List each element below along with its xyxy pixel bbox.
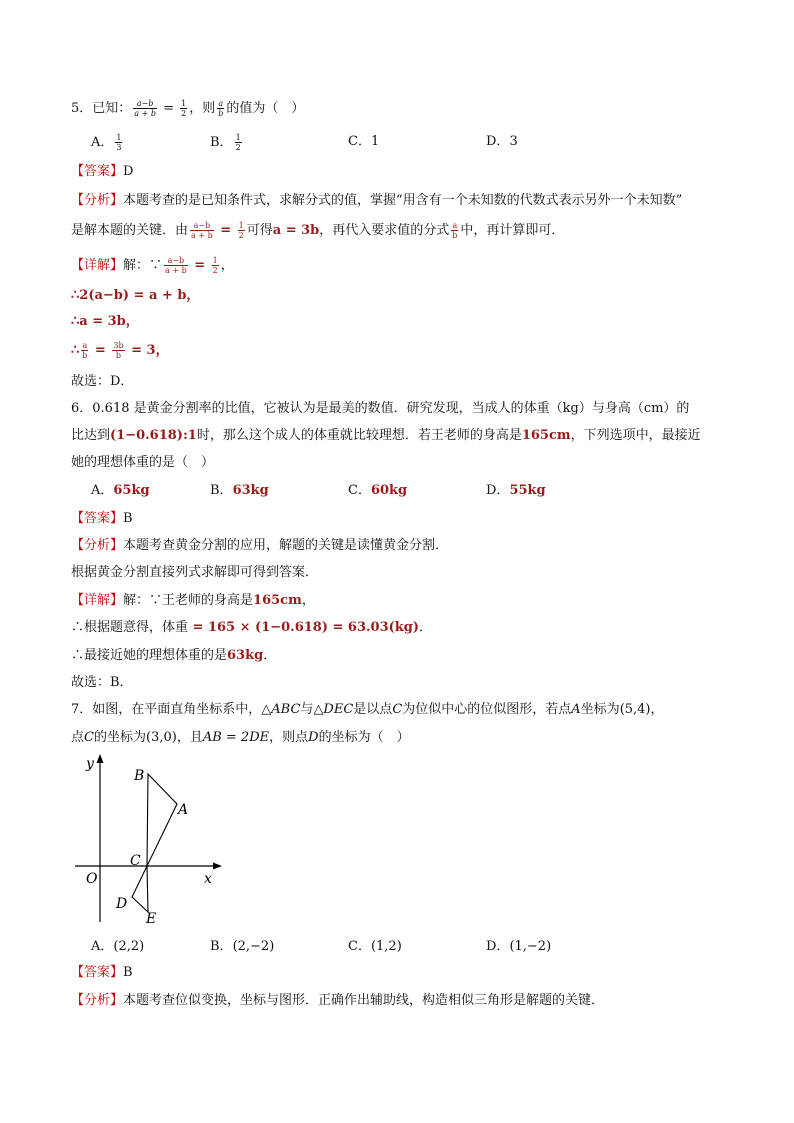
label-origin: O xyxy=(86,871,98,887)
q7-option-a[interactable]: A．(2,2) xyxy=(91,939,145,954)
q7-option-c[interactable]: C．(1,2) xyxy=(348,939,402,954)
q5-step3: ∴ $\frac{a}{b}$ = $\frac{3b}{b}$ = 3， xyxy=(71,341,169,360)
x-axis-arrow xyxy=(213,863,222,870)
q6-option-b[interactable]: B．63kg xyxy=(210,483,269,498)
q6-stem-line2: 比达到(1−0.618):1时，那么这个成人的体重就比较理想．若王老师的身高是165cm，下列选项中，最接近 xyxy=(71,428,701,443)
q6-analysis-line2: 根据黄金分割直接列式求解即可得到答案． xyxy=(71,565,319,580)
label-e: E xyxy=(146,911,157,927)
label-d: D xyxy=(116,896,128,912)
label-a: A xyxy=(178,802,189,818)
q7-option-b[interactable]: B．(2,−2) xyxy=(210,939,275,954)
q6-stem-line1: 6．0.618 是黄金分割率的比值，它被认为是最美的数值．研究发现，当成人的体重（kg）与身高（cm）的 xyxy=(71,401,690,416)
q6-choose: 故选：B． xyxy=(71,675,133,690)
q5-step1: ∴2(a−b) = a + b， xyxy=(71,288,200,303)
q7-stem-line2: 点C的坐标为(3,0)，且AB = 2DE，则点D的坐标为（ ） xyxy=(71,730,410,745)
q5-option-c[interactable]: C．1 xyxy=(348,134,380,149)
q5-answer: 【答案】D xyxy=(71,164,134,179)
q5-stem: 5．已知： $\frac{a-b}{a + b}$ = $\frac{1}{2}$ ，则 $\frac{a}{b}$ 的值为（ ） xyxy=(71,99,305,118)
q6-stem-line3: 她的理想体重的是（ ） xyxy=(71,455,215,470)
q5-choose: 故选：D． xyxy=(71,374,134,389)
q7-stem-line1: 7．如图，在平面直角坐标系中，△ABC与△DEC是以点C为位似中心的位似图形，若点A坐标为(5,4)， xyxy=(71,702,664,717)
q5-analysis-line1: 【分析】本题考查的是已知条件式，求解分式的值，掌握“用含有一个未知数的代数式表示另外一个未知数” xyxy=(71,193,683,208)
q5-option-a[interactable]: A． $\frac{1}{3}$ xyxy=(91,133,122,152)
y-axis-arrow xyxy=(97,754,104,763)
q5-option-b[interactable]: B． $\frac{1}{2}$ xyxy=(210,133,241,152)
q6-option-d[interactable]: D．55kg xyxy=(486,483,546,498)
q6-option-a[interactable]: A．65kg xyxy=(91,483,150,498)
q6-step1: ∴根据题意得，体重 = 165 × (1−0.618) = 63.03(kg)． xyxy=(71,620,433,635)
label-y: y xyxy=(86,756,94,772)
q5-analysis-fraction: $\frac{a-b}{a + b}$ xyxy=(191,221,213,240)
q6-step2: ∴最接近她的理想体重的是63kg． xyxy=(71,648,277,663)
q6-detail: 【详解】解：∵王老师的身高是165cm， xyxy=(71,593,315,608)
label-x: x xyxy=(204,871,212,887)
q6-answer: 【答案】B xyxy=(71,511,133,526)
q6-option-c[interactable]: C．60kg xyxy=(348,483,408,498)
label-b: B xyxy=(134,768,145,784)
label-c: C xyxy=(130,853,141,869)
q5-half-fraction: $\frac{1}{2}$ xyxy=(181,99,187,118)
q7-coordinate-figure xyxy=(70,752,230,927)
triangle-dec xyxy=(132,866,148,912)
q5-detail: 【详解】解：∵ $\frac{a-b}{a + b}$ = $\frac{1}{2}$ ， xyxy=(71,256,234,275)
q5-option-d[interactable]: D．3 xyxy=(486,134,518,149)
q6-analysis-line1: 【分析】本题考查黄金分割的应用，解题的关键是读懂黄金分割． xyxy=(71,538,449,553)
q5-step2: ∴a = 3b， xyxy=(71,314,139,329)
q5-analysis-line2: 是解本题的关键．由 $\frac{a-b}{a + b}$ = $\frac{1}{2}$ 可得a = 3b，再代入要求值的分式 $\frac{a}{b}$ 中，再计算即可． xyxy=(71,221,565,240)
triangle-abc xyxy=(147,774,177,866)
q7-analysis-line1: 【分析】本题考查位似变换，坐标与图形．正确作出辅助线，构造相似三角形是解题的关键． xyxy=(71,993,605,1008)
q7-answer: 【答案】B xyxy=(71,965,133,980)
q7-option-d[interactable]: D．(1,−2) xyxy=(486,939,552,954)
q5-ask-fraction: $\frac{a}{b}$ xyxy=(218,99,224,118)
q5-condition-fraction: $\frac{a-b}{a + b}$ xyxy=(134,99,156,118)
